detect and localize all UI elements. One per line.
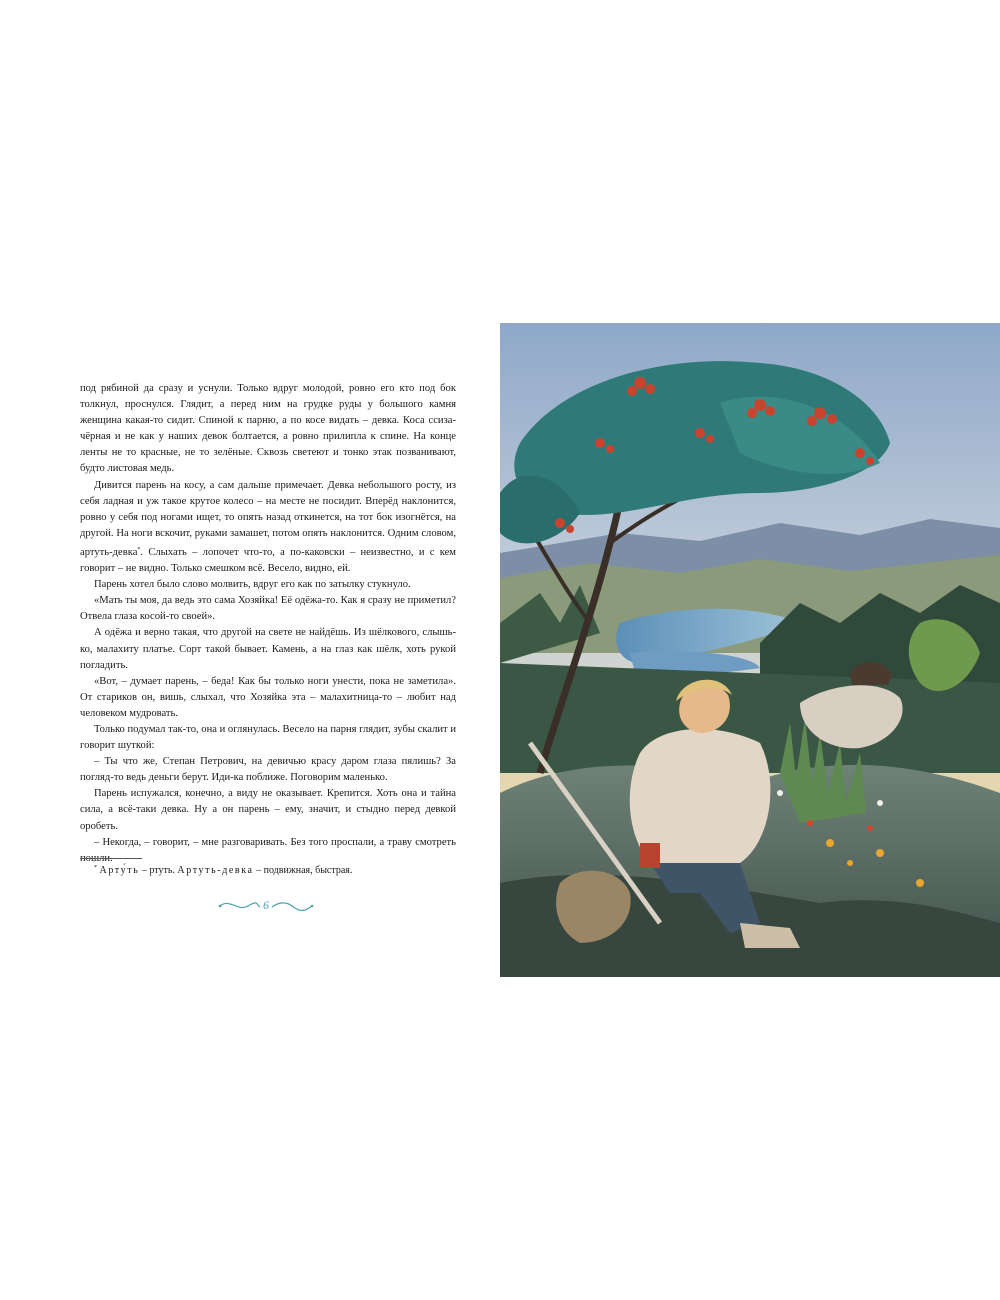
paragraph-5: А одёжа и верно такая, что другой на свете не найдёшь. Из шёлкового, слышь-ко, малахиту платье. Сорт такой бывает. Камень, а на глаз как шёлк, хоть рукой погладить. <box>80 627 456 671</box>
footnote-term-2-definition: – подвижная, быстрая. <box>253 865 353 876</box>
footnote-term: Арту́ть <box>99 865 140 876</box>
page-number: 6 <box>263 898 269 912</box>
paragraph-10: – Некогда, – говорит, – мне разговаривать. Без того проспали, а траву смотреть пошли. <box>80 836 456 864</box>
text-column <box>80 381 456 867</box>
footnote-mark: * <box>94 865 97 871</box>
paragraph-7: Только подумал так-то, она и оглянулась. Весело на парня глядит, зубы скалит и говорит шуткой: <box>80 723 457 752</box>
illustration <box>500 323 1000 977</box>
paragraph-1: под рябиной да сразу и уснули. Только вдруг молодой, ровно его кто под бок толкнул, проснулся. Глядит, а перед ним на грудке руды у большого камня женщина какая-то сидит. Спиной к парню, а по косе видать – девка. Коса ссиза-чёрная и не как у наших девок болтается, а ровно прилипла к спине. На конце ленты не то красные, не то зелёные. Сквозь светеют и тонко этак позванивают, будто листовая медь. <box>80 383 456 475</box>
illustration-painting <box>500 323 1000 977</box>
footnote-term-definition: – ртуть. <box>139 865 178 876</box>
footnote-divider <box>80 858 142 859</box>
paragraph-9: Парень испужался, конечно, а виду не оказывает. Крепится. Хоть она и тайна сила, а всё-таки девка. Ну а он парень – ему, значит, и стыдно перед девкой оробеть. <box>80 788 456 832</box>
paragraph-2 <box>80 478 456 578</box>
footnote-reference: * <box>137 546 141 553</box>
paragraph-4: «Мать ты моя, да ведь это сама Хозяйка! Её одёжа-то. Как я сразу не приметил? Отвела глаза косой-то своей». <box>80 595 456 623</box>
paragraph-8: – Ты что же, Степан Петрович, на девичью красу даром глаза пялишь? За погляд-то ведь деньги берут. Иди-ка поближе. Поговорим маленько. <box>80 756 456 784</box>
paragraph-2-text: Дивится парень на косу, а сам дальше примечает. Девка небольшого росту, из себя ладная и уж такое крутое колесо – на месте не посидит. Вперёд наклонится, ровно у себя под ногами ищет, то опять назад откинется, на тот бок изогнётся, на другой. На ноги вскочит, руками замашет, потом опять наклонится. Одним словом, артуть-девка <box>80 479 456 558</box>
paragraph-6: «Вот, – думает парень, – беда! Как бы только ноги унести, пока не заметила». От стариков он, вишь, слыхал, что Хозяйка эта – малахитница-то – любит над человеком мудровать. <box>80 675 456 719</box>
paragraph-2-continuation: . Слыхать – лопочет что-то, а по-каковски – неизвестно, и с кем говорит – не видно. Только смешком всё. Весело, видно, ей. <box>80 546 456 575</box>
page-number-ornament <box>216 896 316 918</box>
footnote <box>80 861 460 878</box>
paragraph-3: Парень хотел было слово молвить, вдруг его как по затылку стукнуло. <box>94 579 411 591</box>
footnote-term-2: Артуть-девка <box>177 865 254 876</box>
